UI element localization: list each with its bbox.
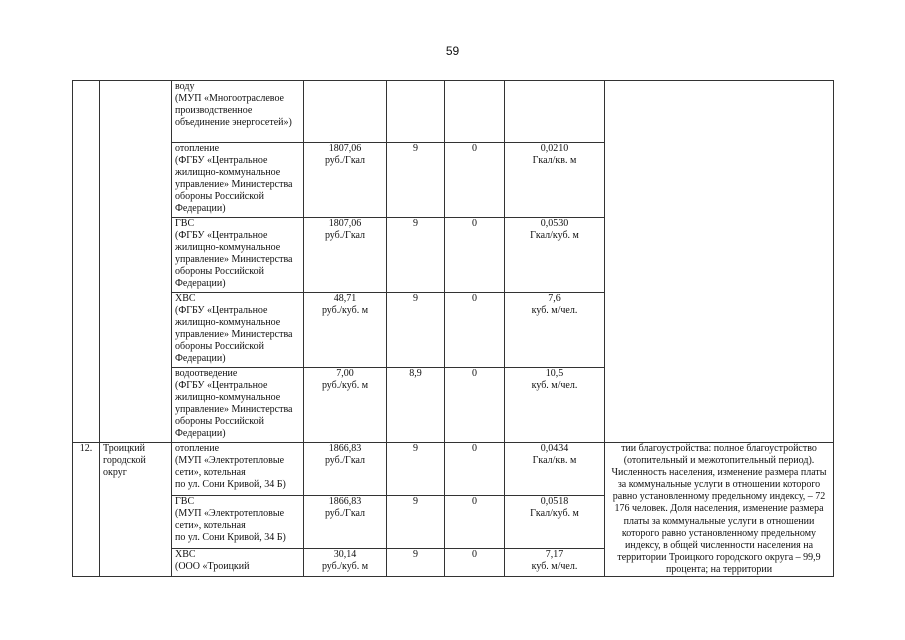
norm-cell: 0,0210 Гкал/кв. м <box>505 143 605 218</box>
value-cell: 0 <box>445 218 505 293</box>
value-cell: 9 <box>387 218 445 293</box>
tariff-table <box>72 80 834 577</box>
value-cell: 9 <box>387 443 445 496</box>
tariff-cell <box>304 81 387 143</box>
value-cell: 8,9 <box>387 368 445 443</box>
norm-cell: 7,17 куб. м/чел. <box>505 549 605 577</box>
tariff-cell: 1866,83 руб./Гкал <box>304 496 387 549</box>
row-number-cell <box>73 81 100 443</box>
value-cell: 0 <box>445 293 505 368</box>
row-number-cell: 12. <box>73 443 100 577</box>
tariff-cell: 1807,06 руб./Гкал <box>304 218 387 293</box>
value-cell <box>387 81 445 143</box>
table-row <box>73 81 834 143</box>
tariff-cell: 7,00 руб./куб. м <box>304 368 387 443</box>
norm-cell: 10,5 куб. м/чел. <box>505 368 605 443</box>
value-cell: 9 <box>387 143 445 218</box>
service-cell: воду (МУП «Многоотраслевое производственное объединение энергосетей») <box>172 81 304 143</box>
tariff-cell: 1866,83 руб./Гкал <box>304 443 387 496</box>
description-cell <box>605 81 834 443</box>
norm-cell: 0,0530 Гкал/куб. м <box>505 218 605 293</box>
service-cell: ХВС (ФГБУ «Центральное жилищно-коммунальное управление» Министерства обороны Российской Федерации) <box>172 293 304 368</box>
norm-cell <box>505 81 605 143</box>
value-cell: 9 <box>387 549 445 577</box>
tariff-cell: 48,71 руб./куб. м <box>304 293 387 368</box>
value-cell: 0 <box>445 549 505 577</box>
norm-cell: 0,0518 Гкал/куб. м <box>505 496 605 549</box>
value-cell: 9 <box>387 293 445 368</box>
service-cell: отопление (ФГБУ «Центральное жилищно-коммунальное управление» Министерства обороны Российской Федерации) <box>172 143 304 218</box>
page-number: 59 <box>445 44 460 58</box>
description-cell: тии благоустройства: полное благоустройство (отопительный и межотопительный период). Численность населения, изменение размера платы за коммунальные услуги в отношении которого равно установленному предельному индексу, – 72 176 человек. Доля населения, изменение размера платы за коммунальные услуги в отношении которого равно установленному предельному индексу, в общей численности населения на территории Троицкого городского округа – 99,9 процента; на территории <box>605 443 834 577</box>
municipality-cell: Троицкий городской округ <box>100 443 172 577</box>
service-cell: ГВС (ФГБУ «Центральное жилищно-коммунальное управление» Министерства обороны Российской Федерации) <box>172 218 304 293</box>
municipality-cell <box>100 81 172 443</box>
value-cell <box>445 81 505 143</box>
value-cell: 9 <box>387 496 445 549</box>
service-cell: отопление (МУП «Электротепловые сети», котельная по ул. Сони Кривой, 34 Б) <box>172 443 304 496</box>
service-cell: водоотведение (ФГБУ «Центральное жилищно-коммунальное управление» Министерства обороны Российской Федерации) <box>172 368 304 443</box>
service-cell: ГВС (МУП «Электротепловые сети», котельная по ул. Сони Кривой, 34 Б) <box>172 496 304 549</box>
tariff-cell: 1807,06 руб./Гкал <box>304 143 387 218</box>
value-cell: 0 <box>445 143 505 218</box>
value-cell: 0 <box>445 368 505 443</box>
value-cell: 0 <box>445 443 505 496</box>
table-row <box>73 443 834 496</box>
value-cell: 0 <box>445 496 505 549</box>
norm-cell: 0,0434 Гкал/кв. м <box>505 443 605 496</box>
tariff-cell: 30,14 руб./куб. м <box>304 549 387 577</box>
service-cell: ХВС (ООО «Троицкий <box>172 549 304 577</box>
norm-cell: 7,6 куб. м/чел. <box>505 293 605 368</box>
